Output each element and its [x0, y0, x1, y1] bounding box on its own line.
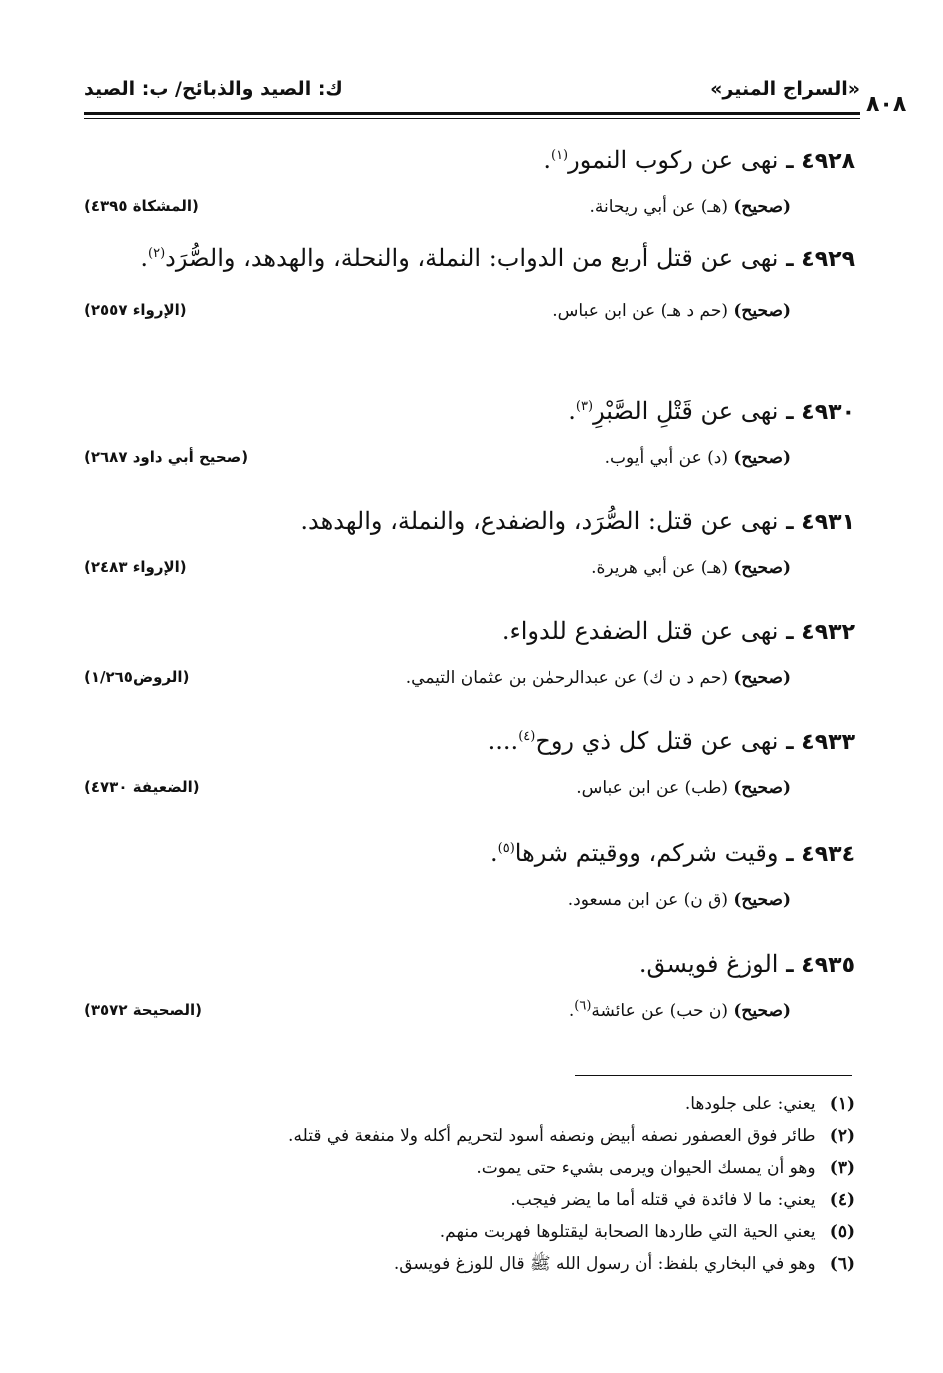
hadith-end: .	[568, 397, 576, 425]
footnote-item	[84, 1184, 855, 1216]
hadith-body: وقيت شركم، ووقيتم شرها	[514, 839, 779, 867]
hadith-text	[84, 834, 855, 874]
grade-line	[84, 301, 855, 327]
hadith-body: نهى عن قتل الضفدع للدواء.	[501, 617, 779, 645]
hadith-source	[605, 448, 791, 468]
hadith-number: ٤٩٣٥ ـ	[786, 953, 855, 978]
footnote-item	[84, 1120, 855, 1152]
hadith-source	[591, 558, 791, 578]
footnote-text: وهو أن يمسك الحيوان ويرمى بشيء حتى يموت.	[476, 1158, 816, 1178]
footnote-item	[84, 1216, 855, 1248]
source-text: (هـ) عن أبي هريرة.	[591, 558, 728, 578]
hadith-entry	[84, 945, 855, 1027]
reference: (الإرواء ٢٤٨٣)	[84, 558, 187, 576]
footnote-mark: (٤)	[518, 729, 536, 744]
reference: (الصحيحة ٣٥٧٢)	[84, 1001, 202, 1019]
hadith-end: ....	[487, 727, 519, 755]
hadith-end: .	[489, 839, 498, 867]
source-text: (حم د هـ) عن ابن عباس.	[552, 301, 728, 321]
hadith-source	[552, 301, 791, 321]
grade-line	[84, 558, 855, 584]
reference: (صحيح أبي داود ٢٦٨٧)	[84, 448, 249, 466]
hadith-number: ٤٩٣٣ ـ	[786, 730, 855, 755]
hadith-end: .	[543, 146, 551, 174]
hadith-body: نهى عن قتل: الصُّرَد، والضفدع، والنملة، والهدهد.	[300, 507, 779, 535]
hadith-body: الوزغ فويسق.	[638, 950, 779, 978]
source-text: (طب) عن ابن عباس.	[576, 778, 728, 798]
source-text: (هـ) عن أبي ريحانة.	[589, 197, 728, 217]
footnote-mark: (٦)	[574, 998, 592, 1014]
grade-line	[84, 778, 855, 804]
footnote-text: وهو في البخاري بلفظ: أن رسول الله ﷺ قال للوزغ فويسق.	[393, 1254, 816, 1274]
footnote-text: طائر فوق العصفور نصفه أبيض ونصفه أسود لتحريم أكله ولا منفعة في قتله.	[288, 1126, 816, 1146]
grade-line	[84, 197, 855, 223]
footnote-text: يعني الحية التي طاردها الصحابة ليقتلوها فهربت منهم.	[439, 1222, 816, 1242]
footnotes	[84, 1088, 855, 1280]
hadith-number: ٤٩٢٩ ـ	[786, 247, 855, 272]
book-title: «السراج المنير»	[710, 78, 860, 100]
reference: (الإرواء ٢٥٥٧)	[84, 301, 187, 319]
hadith-number: ٤٩٣٢ ـ	[786, 620, 855, 645]
footnote-number: (٣)	[829, 1158, 855, 1178]
hadith-text	[84, 141, 855, 181]
source-text: (ق ن) عن ابن مسعود.	[567, 890, 728, 910]
grade-line	[84, 998, 855, 1027]
source-text: (ن حب) عن عائشة	[591, 1001, 728, 1021]
hadith-entry	[84, 722, 855, 804]
hadith-body: نهى عن قَتْلِ الصَّبْرِ	[593, 397, 779, 425]
hadith-body: نهى عن قتل أربع من الدواب: النملة، والنحلة، والهدهد، والصُّرَد	[165, 244, 779, 272]
grade-label: (صحيح)	[733, 778, 791, 798]
hadith-text	[84, 612, 855, 652]
grade-label: (صحيح)	[733, 890, 791, 910]
footnote-number: (٥)	[829, 1222, 855, 1242]
footnote-mark: (٢)	[148, 246, 166, 261]
hadith-entry	[84, 612, 855, 694]
hadith-entry	[84, 834, 855, 916]
grade-label: (صحيح)	[733, 197, 791, 217]
hadith-text	[84, 239, 855, 279]
grade-label: (صحيح)	[733, 448, 791, 468]
source-text: (د) عن أبي أيوب.	[604, 448, 728, 468]
header-rule-thick	[84, 112, 860, 115]
hadith-text	[84, 392, 855, 432]
footnote-number: (٤)	[829, 1190, 855, 1210]
hadith-entry	[84, 141, 855, 223]
footnote-text: يعني: ما لا فائدة في قتله أما ما يضر فيجب.	[510, 1190, 816, 1210]
footnote-number: (٦)	[829, 1254, 855, 1274]
hadith-text	[84, 502, 855, 542]
hadith-body: نهى عن قتل كل ذي روح	[535, 727, 779, 755]
hadith-entry	[84, 392, 855, 474]
page-number: ٨٠٨	[866, 92, 907, 117]
footnote-item	[84, 1248, 855, 1280]
hadith-number: ٤٩٣١ ـ	[786, 510, 855, 535]
grade-label: (صحيح)	[733, 558, 791, 578]
footnote-item	[84, 1088, 855, 1120]
hadith-source: (صحيح) (ن حب) عن عائشة$^{(٦)}$.	[568, 998, 791, 1021]
header-rule-thin	[84, 118, 860, 119]
reference: (المشكاة ٤٣٩٥)	[84, 197, 199, 215]
hadith-number: ٤٩٣٤ ـ	[786, 842, 855, 867]
hadith-source	[576, 778, 791, 798]
grade-line	[84, 890, 855, 916]
footnote-separator	[575, 1075, 852, 1076]
hadith-number: ٤٩٢٨ ـ	[786, 149, 855, 174]
source-text: (حم د ن ك) عن عبدالرحمٰن بن عثمان التيمي.	[405, 668, 728, 688]
hadith-source	[568, 890, 791, 910]
grade-label: (صحيح)	[733, 668, 791, 688]
reference: (الروض١/٢٦٥)	[84, 668, 190, 686]
hadith-text	[84, 945, 855, 985]
grade-line	[84, 668, 855, 694]
hadith-entry	[84, 502, 855, 584]
running-header	[84, 78, 860, 108]
footnote-item	[84, 1152, 855, 1184]
hadith-number: ٤٩٣٠ ـ	[786, 400, 855, 425]
footnote-number: (٢)	[829, 1126, 855, 1146]
grade-label: (صحيح)	[733, 1001, 791, 1021]
section-title: ك: الصيد والذبائح/ ب: الصيد	[84, 78, 343, 100]
hadith-entry	[84, 239, 855, 327]
footnote-text: يعني: على جلودها.	[684, 1094, 816, 1114]
reference: (الضعيفة ٤٧٣٠)	[84, 778, 200, 796]
hadith-source	[406, 668, 791, 688]
hadith-text	[84, 722, 855, 762]
grade-label: (صحيح)	[733, 301, 791, 321]
footnote-mark: (٥)	[497, 841, 515, 856]
footnote-mark: (١)	[550, 148, 569, 163]
footnote-mark: (٣)	[575, 399, 594, 414]
hadith-end: .	[140, 244, 148, 272]
grade-line	[84, 448, 855, 474]
hadith-source	[590, 197, 792, 217]
footnote-number: (١)	[829, 1094, 855, 1114]
hadith-body: نهى عن ركوب النمور	[568, 146, 779, 174]
